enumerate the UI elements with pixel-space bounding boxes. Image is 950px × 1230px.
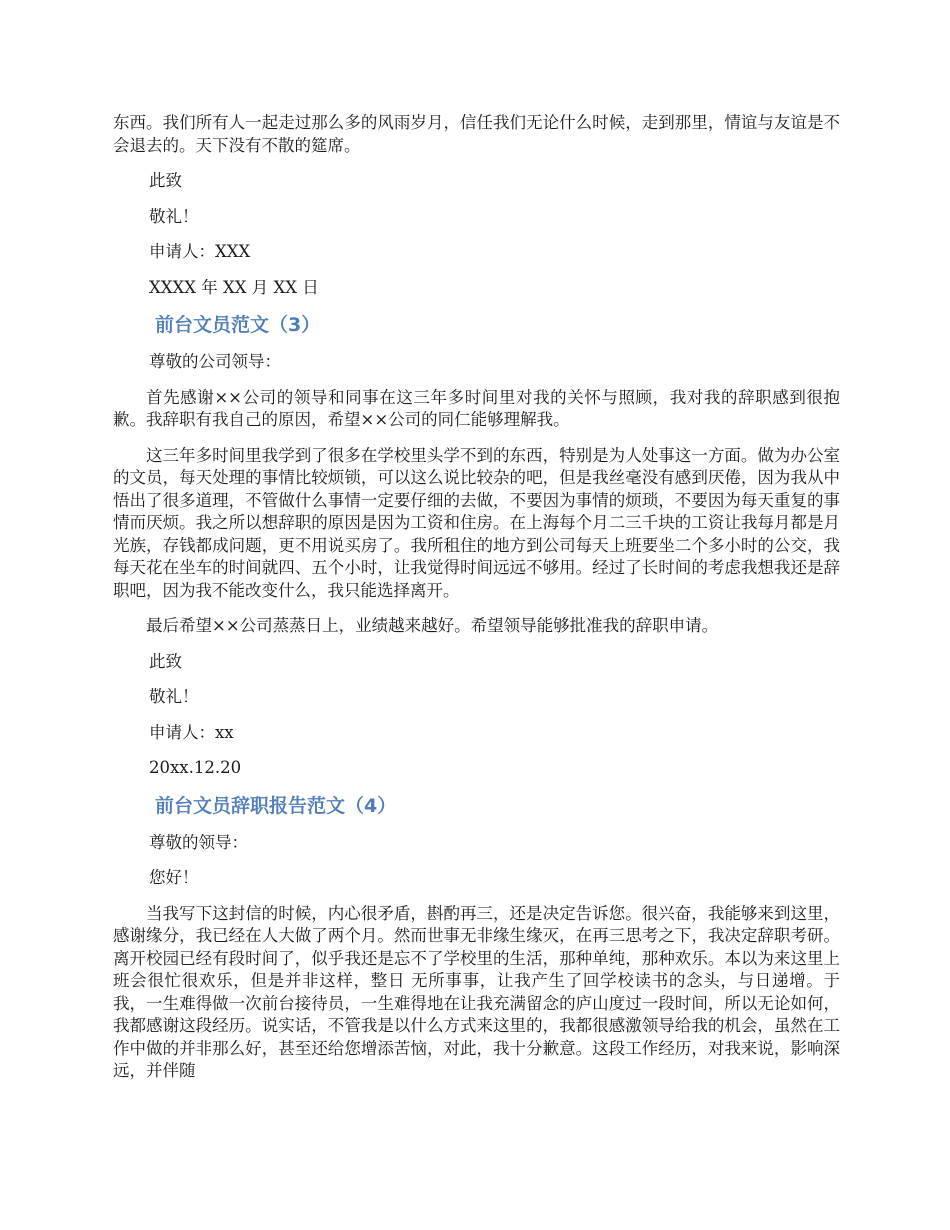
closing-line: 此致 [149, 171, 182, 190]
hello-line: 您好！ [149, 868, 199, 887]
body-paragraph: 最后希望××公司蒸蒸日上，业绩越来越好。希望领导能够批准我的辞职申请。 [146, 616, 719, 635]
closing-line: 此致 [149, 651, 182, 671]
applicant-line: 申请人：XXX [149, 242, 251, 261]
body-paragraph: 当我写下这封信的时候，内心很矛盾，斟酌再三，还是决定告诉您。很兴奋，我能够来到这里，感谢缘分，我已经在人大做了两个月。然而世事无非缘生缘灭，在再三思考之下，我决定辞职考研。离开校园已经有段时间了，似乎我还是忘不了学校里的生活，那种单纯，那种欢乐。本以为来这里上班会很忙很欢乐，但是并非这样，整日 无所事事，让我产生了回学校读书的念头，与日递增。于我，一生难得做一次前台接待员，一生难得地在让我充满留念的庐山度过一段时间，所以无论如何，我都感谢这段经历。说实话，不管我是以什么方式来这里的，我都很感激领导给我的机会，虽然在工作中做的并非那么好，甚至还给您增添苦恼，对此，我十分歉意。这段工作经历，对我来说，影响深远，并伴随 [113, 903, 840, 1080]
salute-line: 敬礼！ [149, 687, 199, 706]
section-heading-4: 前台文员辞职报告范文（4） [155, 794, 397, 817]
intro-paragraph: 东西。我们所有人一起走过那么多的风雨岁月，信任我们无论什么时候，走到那里，情谊与友谊是不会退去的。天下没有不散的筵席。 [113, 113, 840, 155]
document-body [113, 112, 840, 1083]
date-line: 20xx.12.20 [149, 758, 242, 777]
body-paragraph: 首先感谢××公司的领导和同事在这三年多时间里对我的关怀与照顾，我对我的辞职感到很抱歉。我辞职有我自己的原因，希望××公司的同仁能够理解我。 [113, 387, 840, 429]
applicant-line: 申请人：xx [149, 722, 234, 742]
greeting-line: 尊敬的公司领导： [149, 352, 281, 371]
greeting-line: 尊敬的领导： [149, 832, 248, 852]
section-heading-3: 前台文员范文（3） [155, 314, 321, 336]
body-paragraph: 这三年多时间里我学到了很多在学校里头学不到的东西，特别是为人处事这一方面。做为办公室的文员，每天处理的事情比较烦锁，可以这么说比较杂的吧，但是我丝毫没有感到厌倦，因为我从中悟出了很多道理，不管做什么事情一定要仔细的去做，不要因为事情的烦琐，不要因为每天重复的事情而厌烦。我之所以想辞职的原因是因为工资和住房。在上海每个月二三千块的工资让我每月都是月光族，存钱都成问题，更不用说买房了。我所租住的地方到公司每天上班要坐二个多小时的公交，我每天花在坐车的时间就四、五个小时，让我觉得时间远远不够用。经过了长时间的考虑我想我还是辞职吧，因为我不能改变什么，我只能选择离开。 [113, 445, 840, 600]
date-line: XXXX 年 XX 月 XX 日 [149, 277, 319, 297]
salute-line: 敬礼！ [149, 206, 199, 226]
